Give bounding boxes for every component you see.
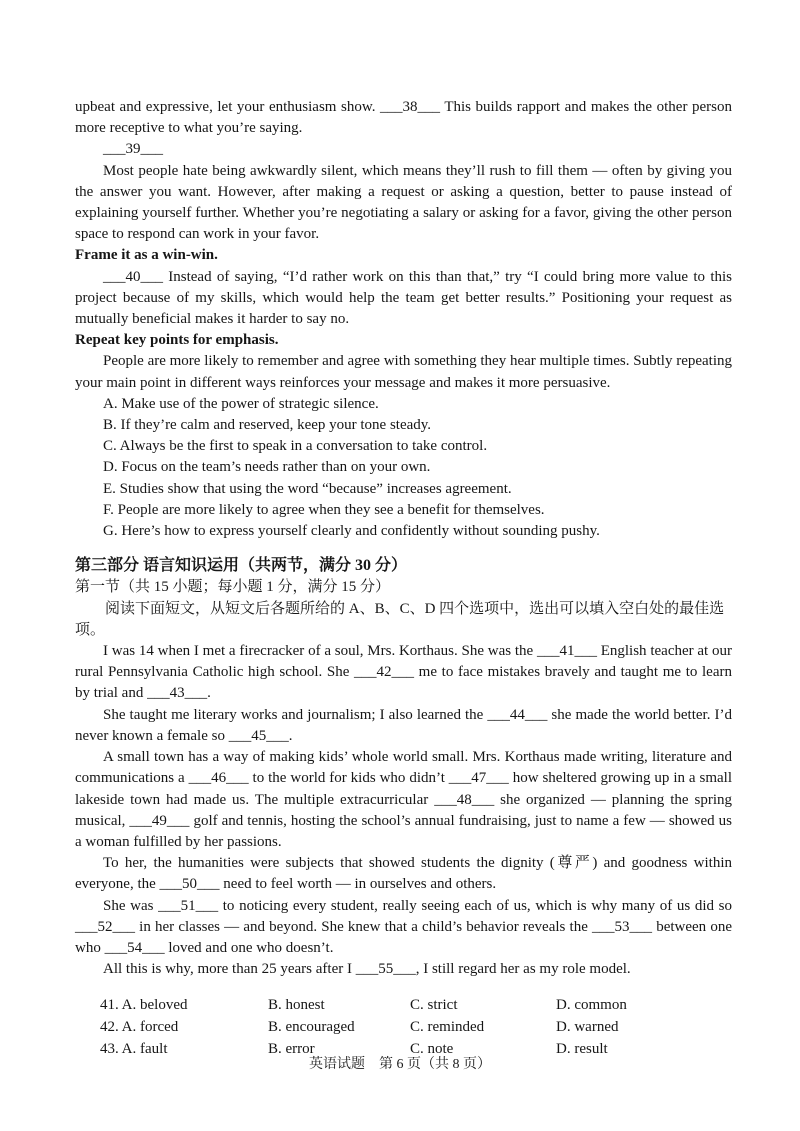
answer-cell-41d: D. common: [556, 997, 627, 1014]
subheading-frame-win-win: Frame it as a win-win.: [75, 247, 218, 264]
answer-cell-41a: 41. A. beloved: [100, 997, 188, 1014]
subheading-repeat-key-points: Repeat key points for emphasis.: [75, 332, 279, 349]
answer-row-42: [100, 1017, 732, 1039]
answer-cell-42c: C. reminded: [410, 1018, 485, 1035]
cloze-paragraph-6: All this is why, more than 25 years after I ___55___, I still regard her as my role model.: [103, 961, 631, 978]
answer-row-41: [100, 995, 732, 1017]
answer-cell-41c: C. strict: [410, 997, 458, 1014]
answer-cell-43b: B. error: [268, 1040, 315, 1057]
choice-f: F. People are more likely to agree when they see a benefit for themselves.: [103, 501, 545, 518]
cloze-paragraph-3: A small town has a way of making kids’ whole world small. Mrs. Korthaus made writing, literature and communications a ___46___ to the world for kids who didn’t ___47___ how sheltered growing up in a small lakeside town had made us. The multiple extracurricular ___48___ she organized — planning the spring musical, ___49___ golf and tennis, hosting the school’s annual fundraising, just to name a few — showed us a woman fulfilled by her passions.: [75, 749, 732, 850]
section3-subheading: 第一节（共 15 小题；每小题 1 分，满分 15 分）: [75, 579, 391, 596]
answer-options-table: [100, 995, 732, 1060]
choice-a: A. Make use of the power of strategic silence.: [103, 395, 379, 412]
choice-e: E. Studies show that using the word “because” increases agreement.: [103, 480, 512, 497]
cloze-paragraph-4: To her, the humanities were subjects that showed students the dignity (尊严) and goodness within everyone, the ___50___ need to feel worth — in ourselves and others.: [75, 855, 732, 893]
cloze-paragraph-1: I was 14 when I met a firecracker of a soul, Mrs. Korthaus. She was the ___41___ English teacher at our rural Pennsylvania Catholic high school. She ___42___ me to face mistakes bravely and taught me to learn by trial and ___43___.: [75, 643, 732, 702]
cloze-passage: [75, 641, 732, 980]
paragraph-repeat: People are more likely to remember and agree with something they hear multiple times. Subtly repeating your main point in different ways reinforces your message and makes it more persuasive.: [75, 353, 732, 391]
section3-instruction: 阅读下面短文，从短文后各题所给的 A、B、C、D 四个选项中，选出可以填入空白处的最佳选项。: [75, 600, 725, 638]
blank-39-line: ___39___: [103, 141, 163, 158]
paragraph-blank-40: ___40___ Instead of saying, “I’d rather work on this than that,” try “I could bring more value to this project because of my skills, which would help the team get better results.” Positioning your request as mutually beneficial makes it harder to say no.: [75, 268, 732, 328]
answer-cell-43a: 43. A. fault: [100, 1040, 168, 1057]
section3-heading: 第三部分 语言知识运用（共两节，满分 30 分）: [75, 557, 408, 575]
choice-d: D. Focus on the team’s needs rather than on your own.: [103, 459, 431, 476]
paragraph-silence: Most people hate being awkwardly silent, which means they’ll rush to fill them — often by giving you the answer you want. However, after making a request or asking a question, better to pause instead of explaining yourself further. Whether you’re negotiating a salary or asking for a favor, giving the other person space to respond can work in your favor.: [75, 162, 732, 243]
answer-cell-41b: B. honest: [268, 997, 325, 1014]
choice-b: B. If they’re calm and reserved, keep your tone steady.: [103, 417, 432, 434]
choice-list-a-g: [75, 394, 732, 542]
answer-cell-42a: 42. A. forced: [100, 1018, 179, 1035]
paragraph-blank-38: upbeat and expressive, let your enthusiasm show. ___38___ This builds rapport and makes the other person more receptive to what you’re saying.: [75, 99, 732, 137]
choice-g: G. Here’s how to express yourself clearly and confidently without sounding pushy.: [103, 523, 600, 540]
cloze-paragraph-5: She was ___51___ to noticing every student, really seeing each of us, which is why many of us did so ___52___ in her classes — and beyond. She knew that a child’s behavior reveals the ___53___ between one who ___54___ loved and one who doesn’t.: [75, 897, 732, 956]
answer-cell-42b: B. encouraged: [268, 1018, 355, 1035]
page-footer: 英语试题 第 6 页（共 8 页）: [309, 1057, 491, 1072]
answer-cell-43d: D. result: [556, 1040, 608, 1057]
answer-cell-43c: C. note: [410, 1040, 454, 1057]
choice-c: C. Always be the first to speak in a conversation to take control.: [103, 438, 488, 455]
page-content: [75, 97, 732, 1060]
answer-cell-42d: D. warned: [556, 1018, 619, 1035]
cloze-paragraph-2: She taught me literary works and journalism; I also learned the ___44___ she made the world better. I’d never known a female so ___45___.: [75, 706, 732, 744]
